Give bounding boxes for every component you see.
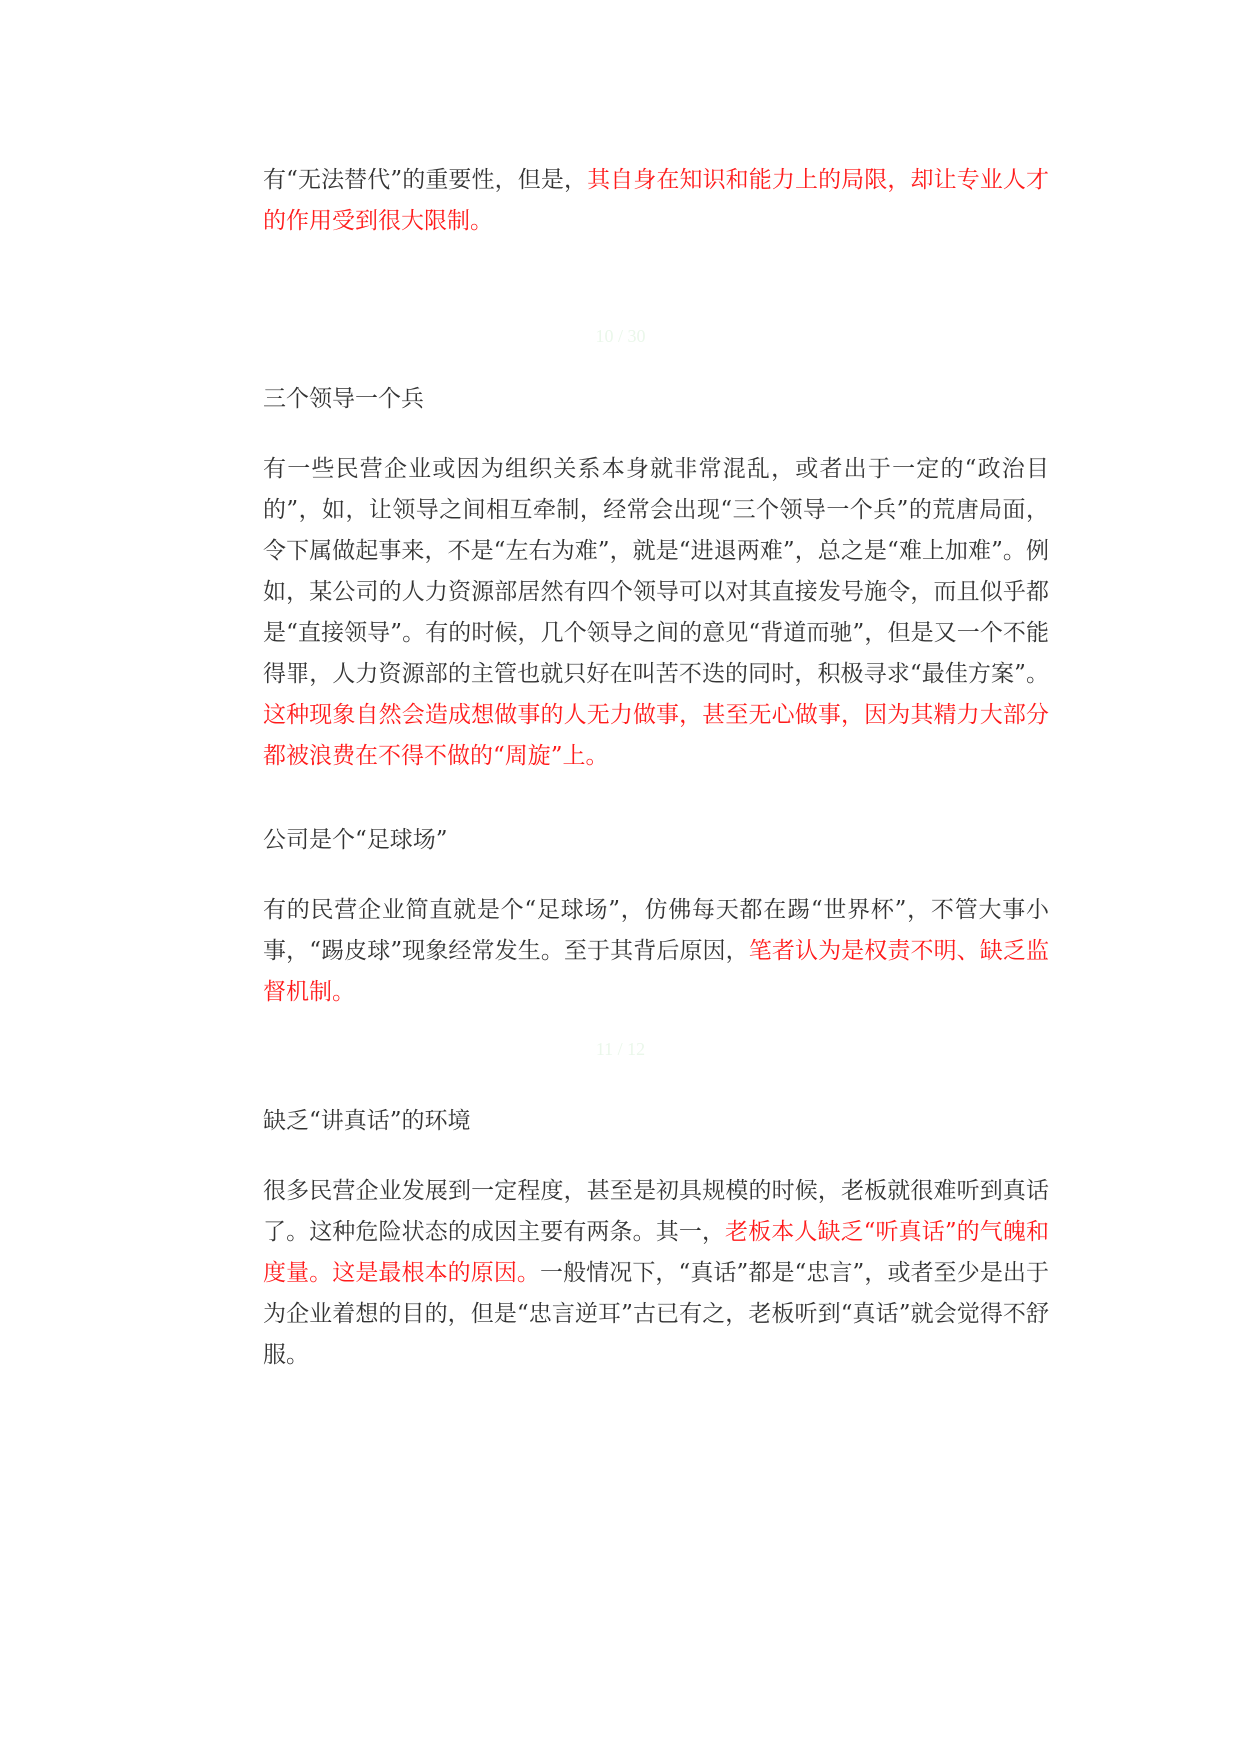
paragraph-three-leaders-text: 有一些民营企业或因为组织关系本身就非常混乱，或者出于一定的“政治目的”，如，让领导之间相互牵制，经常会出现“三个领导一个兵”的荒唐局面，令下属做起事来，不是“左右为难”，就是“进退两难”，总之是“难上加难”。例如，某公司的人力资源部居然有四个领导可以对其直接发号施令，而且似乎都是“直接领导”。有的时候，几个领导之间的意见“背道而驰”，但是又一个不能得罪，人力资源部的主管也就只好在叫苦不迭的同时，积极寻求“最佳方案”。 [263,456,1049,687]
paragraph-three-leaders-highlight: 这种现象自然会造成想做事的人无力做事，甚至无心做事，因为其精力大部分都被浪费在不得不做的“周旋”上。 [263,702,1049,769]
paragraph-football-field-highlight: 笔者认为是权责不明、缺乏监督机制。 [263,938,1049,1005]
page-marker: 10 / 30 [595,326,646,346]
section-heading-truth-telling: 缺乏“讲真话”的环境 [263,1108,471,1134]
page-marker: 11 / 12 [595,1039,646,1059]
paragraph-truth-telling-text-2: 一般情况下，“真话”都是“忠言”，或者至少是出于为企业着想的目的，但是“忠言逆耳”古已有之，老板听到“真话”就会觉得不舒服。 [263,1260,1049,1368]
paragraph-intro-highlight: 其自身在知识和能力上的局限，却让专业人才的作用受到很大限制。 [263,167,1050,234]
paragraph-football-field [263,890,1049,1013]
section-heading-football-field: 公司是个“足球场” [263,827,448,853]
section-heading-three-leaders: 三个领导一个兵 [263,386,424,412]
paragraph-intro-text: 有“无法替代”的重要性，但是， [263,167,588,193]
paragraph-truth-telling-text-1: 很多民营企业发展到一定程度，甚至是初具规模的时候，老板就很难听到真话了。这种危险状态的成因主要有两条。其一， [263,1178,1049,1245]
paragraph-three-leaders [263,449,1049,777]
paragraph-football-field-text: 有的民营企业简直就是个“足球场”，仿佛每天都在踢“世界杯”，不管大事小事，“踢皮球”现象经常发生。至于其背后原因， [263,897,1049,964]
paragraph-truth-telling [263,1171,1049,1376]
paragraph-intro [263,160,1049,242]
paragraph-truth-telling-highlight: 老板本人缺乏“听真话”的气魄和度量。这是最根本的原因。 [263,1219,1049,1286]
